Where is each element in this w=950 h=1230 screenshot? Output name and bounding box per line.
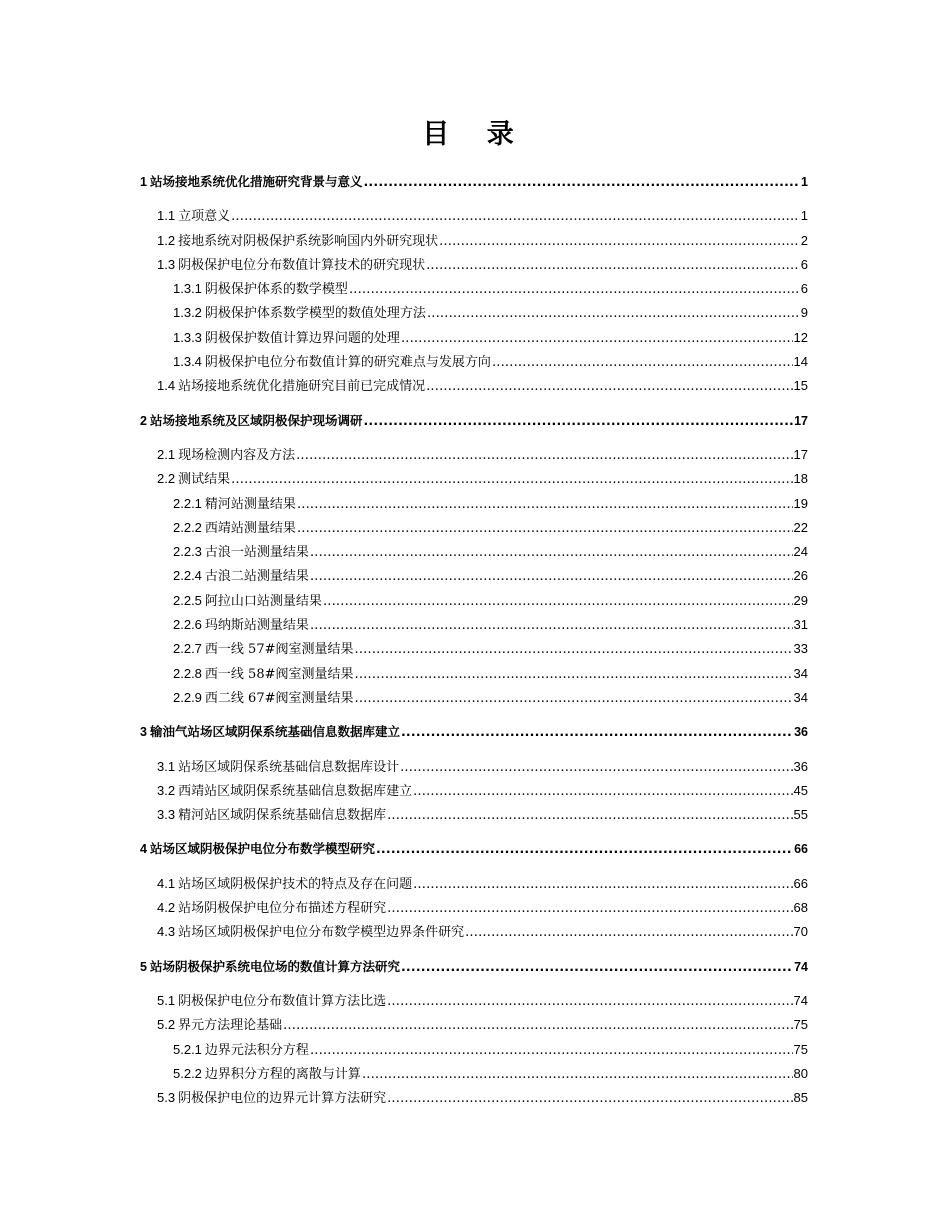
toc-leader-dots	[355, 638, 793, 662]
toc-leader-dots	[492, 351, 793, 375]
toc-entry[interactable]	[140, 229, 808, 253]
toc-entry[interactable]	[140, 467, 808, 491]
toc-leader-dots	[310, 541, 793, 565]
toc-entry-page-number: 15	[793, 378, 808, 394]
toc-entry-label: 立项意义	[178, 209, 231, 225]
toc-entry-page-number: 66	[793, 875, 808, 891]
toc-entry[interactable]	[140, 301, 808, 325]
toc-leader-dots	[400, 756, 792, 780]
toc-entry-page-number: 34	[793, 665, 808, 681]
toc-entry[interactable]	[140, 540, 808, 564]
toc-leader-dots	[310, 565, 793, 589]
toc-entry-page-number: 66	[794, 842, 808, 857]
toc-leader-dots	[426, 254, 800, 278]
toc-entry-number: 1.3	[157, 256, 176, 272]
toc-entry-label: 阴极保护电位分布数值计算技术的研究现状	[178, 257, 426, 273]
toc-leader-dots	[349, 278, 800, 302]
toc-entry[interactable]	[140, 686, 808, 710]
toc-entry[interactable]	[140, 170, 808, 194]
toc-leader-dots	[439, 230, 800, 254]
toc-entry-number: 3.1	[157, 758, 176, 774]
toc-entry[interactable]	[140, 755, 808, 779]
toc-entry-label: 阴极保护体系的数学模型	[204, 282, 348, 298]
toc-entry-page-number: 12	[793, 329, 808, 345]
toc-entry-page-number: 24	[793, 544, 808, 560]
toc-entry-label: 站场阴极保护系统电位场的数值计算方法研究	[149, 958, 400, 974]
toc-leader-dots	[297, 493, 793, 517]
toc-leader-dots	[231, 468, 792, 492]
toc-entry[interactable]	[140, 779, 808, 803]
toc-entry-number: 4.2	[157, 900, 176, 916]
toc-entry[interactable]	[140, 443, 808, 467]
toc-entry-label: 玛纳斯站测量结果	[204, 618, 309, 634]
toc-entry[interactable]	[140, 492, 808, 516]
toc-entry-label: 西二线 67#阀室测量结果	[204, 690, 354, 706]
toc-entry[interactable]	[140, 516, 808, 540]
toc-leader-dots	[401, 955, 793, 979]
toc-leader-dots	[362, 1063, 793, 1087]
toc-entry-page-number: 19	[793, 495, 808, 511]
toc-entry-page-number: 9	[800, 305, 808, 321]
toc-leader-dots	[401, 327, 793, 351]
toc-entry[interactable]	[140, 1062, 808, 1086]
toc-leader-dots	[387, 990, 792, 1014]
toc-entry[interactable]	[140, 350, 808, 374]
toc-leader-dots	[296, 444, 792, 468]
toc-entry-label: 测试结果	[178, 472, 231, 488]
toc-entry-number: 1.2	[157, 232, 176, 248]
toc-entry[interactable]	[140, 204, 808, 228]
toc-entry[interactable]	[140, 662, 808, 686]
toc-entry-page-number: 18	[793, 471, 808, 487]
toc-leader-dots	[363, 409, 793, 433]
toc-entry-number: 2.1	[157, 446, 176, 462]
toc-entry-number: 4	[140, 842, 147, 857]
toc-entry-page-number: 45	[793, 782, 808, 798]
toc-entry-number: 2	[140, 413, 147, 428]
toc-entry-number: 2.2.7	[173, 641, 202, 657]
toc-entry-page-number: 74	[794, 959, 808, 974]
toc-leader-dots	[231, 205, 800, 229]
toc-entry-number: 5	[140, 959, 147, 974]
toc-entry[interactable]	[140, 253, 808, 277]
toc-entry[interactable]	[140, 955, 808, 979]
toc-entry-page-number: 31	[793, 617, 808, 633]
toc-entry-number: 3.3	[157, 807, 176, 823]
toc-entry-label: 精河站测量结果	[204, 496, 296, 512]
toc-entry-page-number: 1	[800, 208, 808, 224]
toc-entry-page-number: 14	[793, 354, 808, 370]
toc-entry-label: 阴极保护电位的边界元计算方法研究	[178, 1091, 387, 1107]
toc-entry-number: 2.2.1	[173, 495, 202, 511]
toc-entry-number: 1.3.2	[173, 305, 202, 321]
toc-entry-page-number: 85	[793, 1090, 808, 1106]
toc-entry[interactable]	[140, 1086, 808, 1110]
toc-entry-number: 1.1	[157, 208, 176, 224]
toc-entry-label: 边界积分方程的离散与计算	[204, 1066, 361, 1082]
toc-entry-number: 5.2.1	[173, 1041, 202, 1057]
toc-leader-dots	[355, 687, 793, 711]
toc-entry-number: 1.3.4	[173, 354, 202, 370]
toc-entry-page-number: 75	[793, 1017, 808, 1033]
toc-entry-number: 3	[140, 725, 147, 740]
toc-entry-number: 1.3.1	[173, 281, 202, 297]
toc-entry-number: 2.2.9	[173, 689, 202, 705]
toc-leader-dots	[465, 921, 792, 945]
toc-entry-number: 5.3	[157, 1090, 176, 1106]
toc-entry-label: 阿拉山口站测量结果	[204, 593, 322, 609]
toc-entry-label: 站场接地系统及区域阴极保护现场调研	[149, 412, 363, 428]
toc-entry-page-number: 68	[793, 900, 808, 916]
toc-entry-page-number: 33	[793, 641, 808, 657]
toc-entry-number: 5.1	[157, 992, 176, 1008]
toc-entry-page-number: 22	[793, 519, 808, 535]
toc-title: 目 录	[422, 119, 528, 150]
toc-entry[interactable]	[140, 374, 808, 398]
toc-entry[interactable]	[140, 720, 808, 744]
toc-leader-dots	[387, 1087, 792, 1111]
toc-entry-number: 5.2	[157, 1017, 176, 1033]
toc-entry[interactable]	[140, 277, 808, 301]
toc-entry[interactable]	[140, 564, 808, 588]
toc-entry-label: 西一线 58#阀室测量结果	[204, 666, 354, 682]
toc-entry-page-number: 70	[793, 924, 808, 940]
toc-entry-page-number: 6	[800, 256, 808, 272]
toc-leader-dots	[413, 873, 792, 897]
toc-entry-page-number: 80	[793, 1065, 808, 1081]
toc-entry[interactable]	[140, 896, 808, 920]
toc-leader-dots	[363, 170, 800, 194]
toc-entry-number: 2.2.5	[173, 592, 202, 608]
toc-entry-page-number: 17	[793, 446, 808, 462]
toc-entry[interactable]	[140, 1013, 808, 1037]
toc-leader-dots	[387, 804, 792, 828]
toc-leader-dots	[427, 302, 800, 326]
toc-entry-page-number: 17	[794, 413, 808, 428]
toc-entry-label: 输油气站场区域阴保系统基础信息数据库建立	[149, 724, 400, 740]
toc-entry[interactable]	[140, 920, 808, 944]
toc-entry[interactable]	[140, 326, 808, 350]
toc-entry-label: 阴极保护电位分布数值计算方法比选	[178, 993, 387, 1009]
toc-entry-page-number: 26	[793, 568, 808, 584]
toc-entry-label: 古浪一站测量结果	[204, 545, 309, 561]
toc-entry-label: 接地系统对阴极保护系统影响国内外研究现状	[178, 233, 439, 249]
toc-entry-number: 2.2.8	[173, 665, 202, 681]
toc-entry-label: 站场区域阴极保护技术的特点及存在问题	[178, 876, 413, 892]
toc-entry-number: 3.2	[157, 782, 176, 798]
toc-entry[interactable]	[140, 409, 808, 433]
toc-entry[interactable]	[140, 989, 808, 1013]
toc-entry[interactable]	[140, 637, 808, 661]
toc-entry-number: 2.2.3	[173, 544, 202, 560]
toc-entry-label: 西靖站区域阴保系统基础信息数据库建立	[178, 783, 413, 799]
toc-entry[interactable]	[140, 1038, 808, 1062]
toc-entry-label: 西靖站测量结果	[204, 520, 296, 536]
toc-leader-dots	[297, 517, 793, 541]
toc-leader-dots	[310, 1039, 793, 1063]
toc-entry-page-number: 6	[800, 281, 808, 297]
toc-leader-dots	[401, 720, 793, 744]
toc-entry[interactable]	[140, 837, 808, 861]
toc-entry-number: 4.1	[157, 875, 176, 891]
toc-entry-number: 2.2.2	[173, 519, 202, 535]
toc-entry-label: 站场接地系统优化措施研究目前已完成情况	[178, 379, 426, 395]
toc-entry-number: 1	[140, 175, 147, 189]
toc-leader-dots	[355, 663, 793, 687]
toc-entry-page-number: 75	[793, 1041, 808, 1057]
toc-leader-dots	[323, 590, 793, 614]
toc-entry-label: 站场阴极保护电位分布描述方程研究	[178, 901, 387, 917]
toc-entry-label: 精河站区域阴保系统基础信息数据库	[178, 808, 387, 824]
toc-entry-number: 4.3	[157, 924, 176, 940]
toc-entry-number: 5.2.2	[173, 1065, 202, 1081]
toc-entry-page-number: 29	[793, 592, 808, 608]
table-of-contents	[140, 170, 808, 1110]
toc-entry-label: 边界元法积分方程	[204, 1042, 309, 1058]
toc-entry-label: 站场区域阴保系统基础信息数据库设计	[178, 759, 400, 775]
toc-entry-label: 界元方法理论基础	[178, 1018, 283, 1034]
toc-entry-page-number: 74	[793, 992, 808, 1008]
toc-entry-label: 站场接地系统优化措施研究背景与意义	[149, 174, 363, 189]
toc-entry[interactable]	[140, 589, 808, 613]
toc-entry-number: 1.4	[157, 378, 176, 394]
toc-entry[interactable]	[140, 803, 808, 827]
toc-entry-label: 阴极保护数值计算边界问题的处理	[204, 330, 400, 346]
toc-entry-label: 站场区域阴极保护电位分布数学模型研究	[149, 841, 375, 857]
toc-leader-dots	[413, 780, 792, 804]
toc-leader-dots	[283, 1014, 792, 1038]
toc-entry-page-number: 1	[801, 175, 808, 189]
toc-entry-page-number: 2	[800, 232, 808, 248]
toc-entry[interactable]	[140, 613, 808, 637]
toc-leader-dots	[426, 375, 792, 399]
toc-entry-page-number: 36	[793, 758, 808, 774]
toc-entry-label: 古浪二站测量结果	[204, 569, 309, 585]
toc-entry-number: 2.2	[157, 471, 176, 487]
toc-entry-page-number: 34	[793, 689, 808, 705]
toc-entry-number: 2.2.4	[173, 568, 202, 584]
toc-entry-label: 阴极保护体系数学模型的数值处理方法	[204, 306, 426, 322]
toc-entry-number: 1.3.3	[173, 329, 202, 345]
toc-entry[interactable]	[140, 872, 808, 896]
toc-entry-number: 2.2.6	[173, 617, 202, 633]
toc-entry-label: 现场检测内容及方法	[178, 447, 296, 463]
toc-entry-label: 阴极保护电位分布数值计算的研究难点与发展方向	[204, 355, 491, 371]
toc-leader-dots	[387, 897, 792, 921]
toc-leader-dots	[310, 614, 793, 638]
toc-entry-label: 西一线 57#阀室测量结果	[204, 642, 354, 658]
toc-entry-label: 站场区域阴极保护电位分布数学模型边界条件研究	[178, 925, 465, 941]
toc-entry-page-number: 55	[793, 807, 808, 823]
toc-leader-dots	[376, 837, 793, 861]
toc-entry-page-number: 36	[794, 725, 808, 740]
